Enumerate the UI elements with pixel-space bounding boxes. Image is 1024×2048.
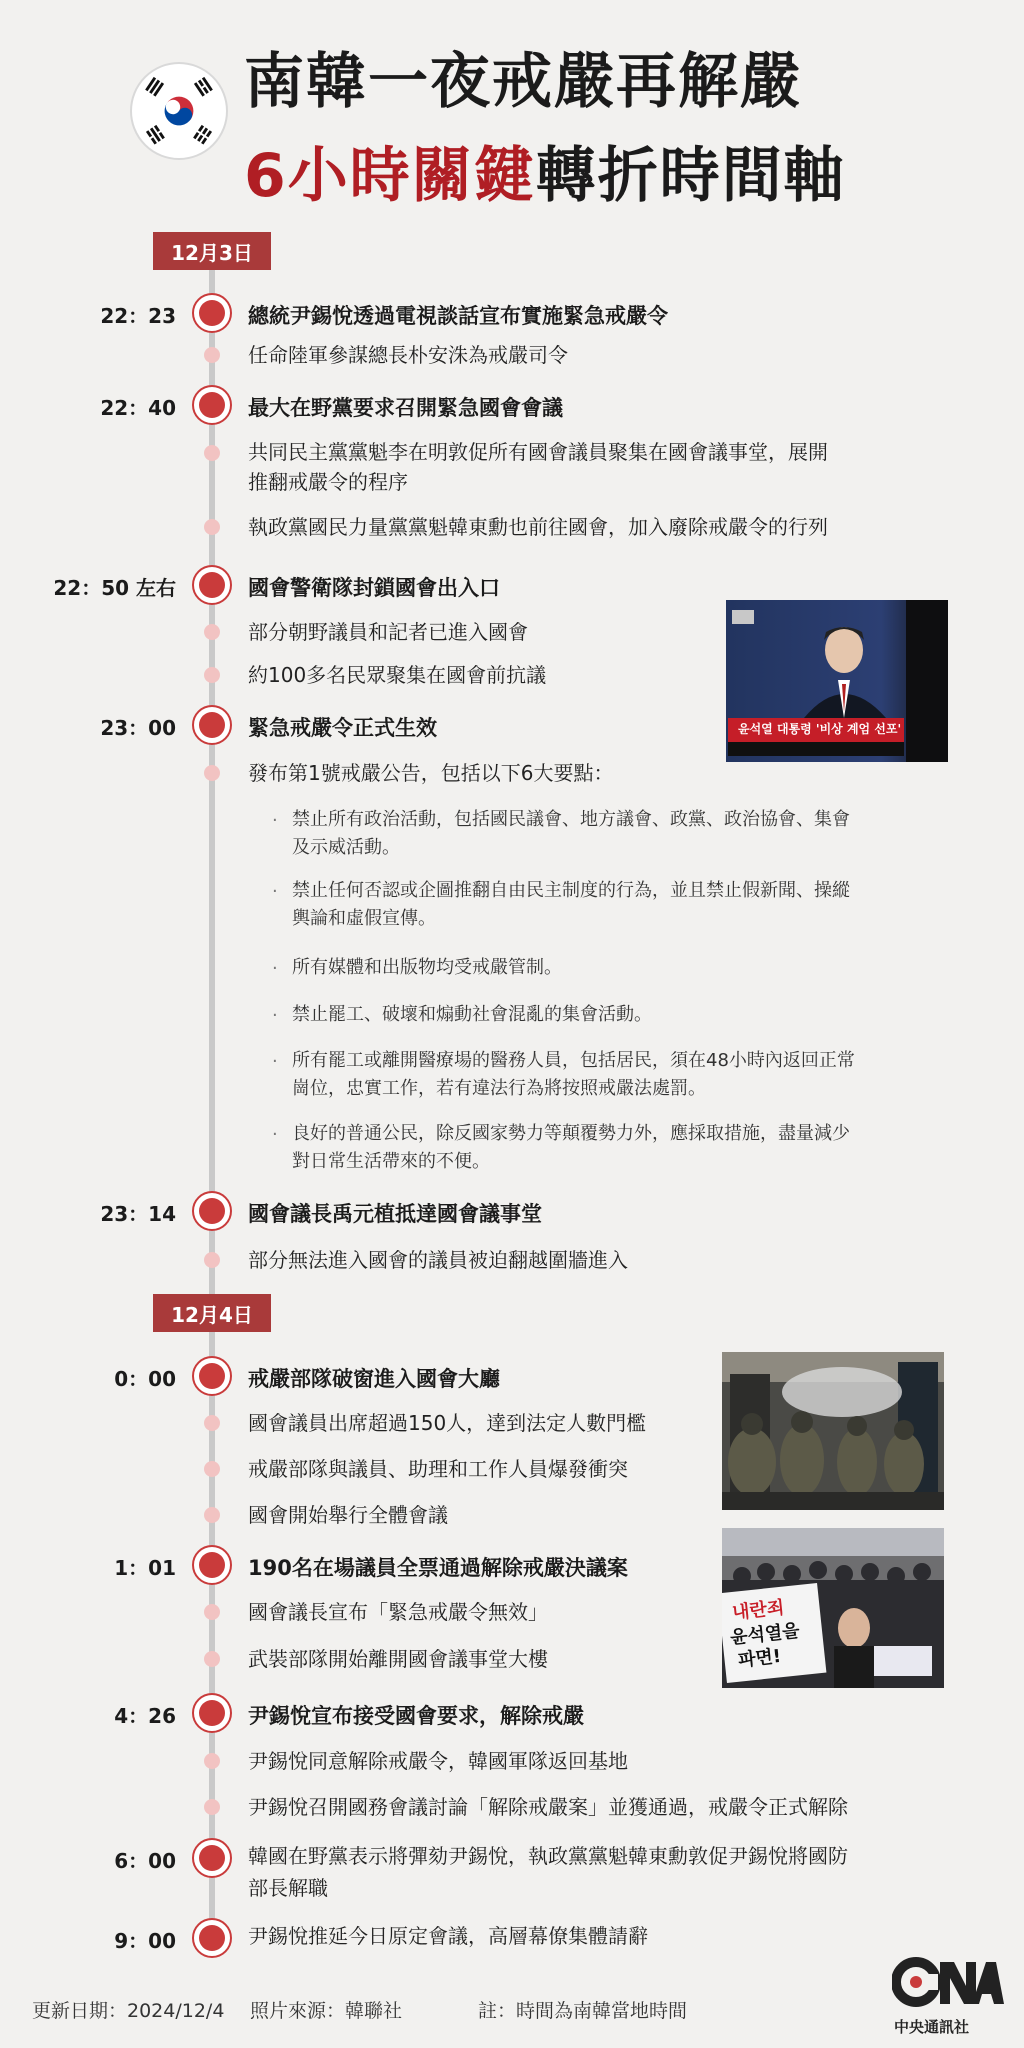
timeline-dot (192, 1356, 232, 1396)
event-heading: 國會議長禹元植抵達國會議事堂 (248, 1202, 542, 1226)
timeline-subdot (204, 1461, 220, 1477)
page-title: 南韓一夜戒嚴再解嚴 (244, 47, 802, 117)
event-detail: 發布第1號戒嚴公告，包括以下6大要點： (248, 761, 614, 785)
event-detail-cont: 推翻戒嚴令的程序 (248, 470, 408, 494)
photo-source: 照片來源：韓聯社 (250, 2000, 403, 2022)
bullet-mark: · (272, 810, 278, 831)
protest-sign-line2: 윤석열을 (729, 1620, 801, 1649)
event-detail: 任命陸軍參謀總長朴安洙為戒嚴司令 (248, 343, 568, 367)
timeline-dot (192, 1545, 232, 1585)
bullet-mark: · (272, 1124, 278, 1145)
event-time: 22：50 左右 (53, 576, 176, 600)
bullet-mark: · (272, 1005, 278, 1026)
page-subtitle (244, 128, 846, 214)
timeline-subdot (204, 765, 220, 781)
timeline-dot (192, 1838, 232, 1878)
timeline-subdot (204, 1252, 220, 1268)
event-detail: 戒嚴部隊與議員、助理和工作人員爆發衝突 (248, 1457, 628, 1481)
timeline-subdot (204, 1415, 220, 1431)
korea-flag-icon (130, 62, 228, 160)
timeline-subdot (204, 1507, 220, 1523)
cna-logo-text: 中央通訊社 (894, 2018, 970, 2036)
broadcast-caption: 윤석열 대통령 '비상 계엄 선포' (738, 722, 902, 736)
timeline-dot (192, 565, 232, 605)
time-note: 註：時間為南韓當地時間 (478, 2000, 688, 2022)
timeline-subdot (204, 1753, 220, 1769)
timeline-dot (192, 1918, 232, 1958)
event-detail: 國會議長宣布「緊急戒嚴令無效」 (248, 1600, 548, 1624)
timeline-axis (209, 234, 215, 1944)
event-time: 23：14 (100, 1202, 176, 1226)
date-badge-dec3: 12月3日 (153, 232, 271, 270)
timeline-subdot (204, 667, 220, 683)
event-detail: 武裝部隊開始離開國會議事堂大樓 (248, 1647, 548, 1671)
bullet-item-cont: 輿論和虛假宣傳。 (292, 908, 436, 929)
event-detail: 國會議員出席超過150人，達到法定人數門檻 (248, 1411, 647, 1435)
bullet-item-cont: 對日常生活帶來的不便。 (292, 1151, 490, 1172)
event-heading: 尹錫悅推延今日原定會議，高層幕僚集體請辭 (248, 1924, 648, 1948)
event-heading: 總統尹錫悅透過電視談話宣布實施緊急戒嚴令 (248, 304, 668, 328)
timeline-dot (192, 1693, 232, 1733)
update-date: 更新日期：2024/12/4 (32, 2000, 225, 2022)
event-time: 1：01 (114, 1556, 176, 1580)
bullet-item: 所有罷工或離開醫療場的醫務人員，包括居民，須在48小時內返回正常 (292, 1050, 855, 1071)
event-heading: 戒嚴部隊破窗進入國會大廳 (248, 1367, 500, 1391)
event-detail: 尹錫悅同意解除戒嚴令，韓國軍隊返回基地 (248, 1749, 628, 1773)
event-detail: 國會開始舉行全體會議 (248, 1503, 448, 1527)
bullet-item: 禁止所有政治活動，包括國民議會、地方議會、政黨、政治協會、集會 (292, 809, 850, 830)
event-time: 0：00 (114, 1367, 176, 1391)
event-time: 6：00 (114, 1849, 176, 1873)
bullet-item: 良好的普通公民，除反國家勢力等顛覆勢力外，應採取措施，盡量減少 (292, 1123, 850, 1144)
event-detail: 尹錫悅召開國務會議討論「解除戒嚴案」並獲通過，戒嚴令正式解除 (248, 1795, 848, 1819)
event-heading-cont: 部長解職 (248, 1876, 328, 1900)
protest-sign-line3: 파면! (737, 1645, 783, 1672)
timeline-dot (192, 385, 232, 425)
bullet-item: 禁止任何否認或企圖推翻自由民主制度的行為，並且禁止假新聞、操縱 (292, 880, 850, 901)
bullet-item-cont: 及示威活動。 (292, 837, 400, 858)
soldiers-photo (722, 1352, 944, 1510)
bullet-mark: · (272, 881, 278, 902)
bullet-mark: · (272, 1051, 278, 1072)
news-broadcast-photo (726, 600, 948, 762)
protest-photo (722, 1528, 944, 1688)
protest-sign-line1: 내란죄 (731, 1597, 786, 1624)
bullet-item: 所有媒體和出版物均受戒嚴管制。 (292, 957, 562, 978)
bullet-item-cont: 崗位，忠實工作，若有違法行為將按照戒嚴法處罰。 (292, 1078, 706, 1099)
timeline-subdot (204, 347, 220, 363)
timeline-subdot (204, 624, 220, 640)
event-time: 4：26 (114, 1704, 176, 1728)
date-badge-dec4: 12月4日 (153, 1294, 271, 1332)
timeline-dot (192, 705, 232, 745)
timeline-subdot (204, 1604, 220, 1620)
subtitle-highlight: 6小時關鍵 (244, 141, 536, 211)
event-heading: 國會警衛隊封鎖國會出入口 (248, 576, 500, 600)
timeline-subdot (204, 1799, 220, 1815)
event-heading: 尹錫悅宣布接受國會要求，解除戒嚴 (248, 1704, 584, 1728)
event-heading: 最大在野黨要求召開緊急國會會議 (248, 396, 563, 420)
timeline-subdot (204, 1651, 220, 1667)
event-detail: 執政黨國民力量黨黨魁韓東勳也前往國會，加入廢除戒嚴令的行列 (248, 515, 828, 539)
bullet-item: 禁止罷工、破壞和煽動社會混亂的集會活動。 (292, 1004, 652, 1025)
timeline-dot (192, 1191, 232, 1231)
event-detail: 共同民主黨黨魁李在明敦促所有國會議員聚集在國會議事堂，展開 (248, 440, 828, 464)
event-heading: 緊急戒嚴令正式生效 (248, 716, 437, 740)
subtitle-rest: 轉折時間軸 (535, 141, 846, 211)
timeline-subdot (204, 445, 220, 461)
event-time: 23：00 (100, 716, 176, 740)
event-time: 9：00 (114, 1929, 176, 1953)
header (0, 0, 1024, 220)
timeline-dot (192, 293, 232, 333)
event-detail: 部分朝野議員和記者已進入國會 (248, 620, 528, 644)
event-time: 22：40 (100, 396, 176, 420)
event-time: 22：23 (100, 304, 176, 328)
event-detail: 約100多名民眾聚集在國會前抗議 (248, 663, 547, 687)
event-heading: 韓國在野黨表示將彈劾尹錫悅，執政黨黨魁韓東勳敦促尹錫悅將國防 (248, 1844, 848, 1868)
event-heading: 190名在場議員全票通過解除戒嚴決議案 (248, 1556, 628, 1580)
event-detail: 部分無法進入國會的議員被迫翻越圍牆進入 (248, 1248, 628, 1272)
bullet-mark: · (272, 958, 278, 979)
timeline-subdot (204, 519, 220, 535)
